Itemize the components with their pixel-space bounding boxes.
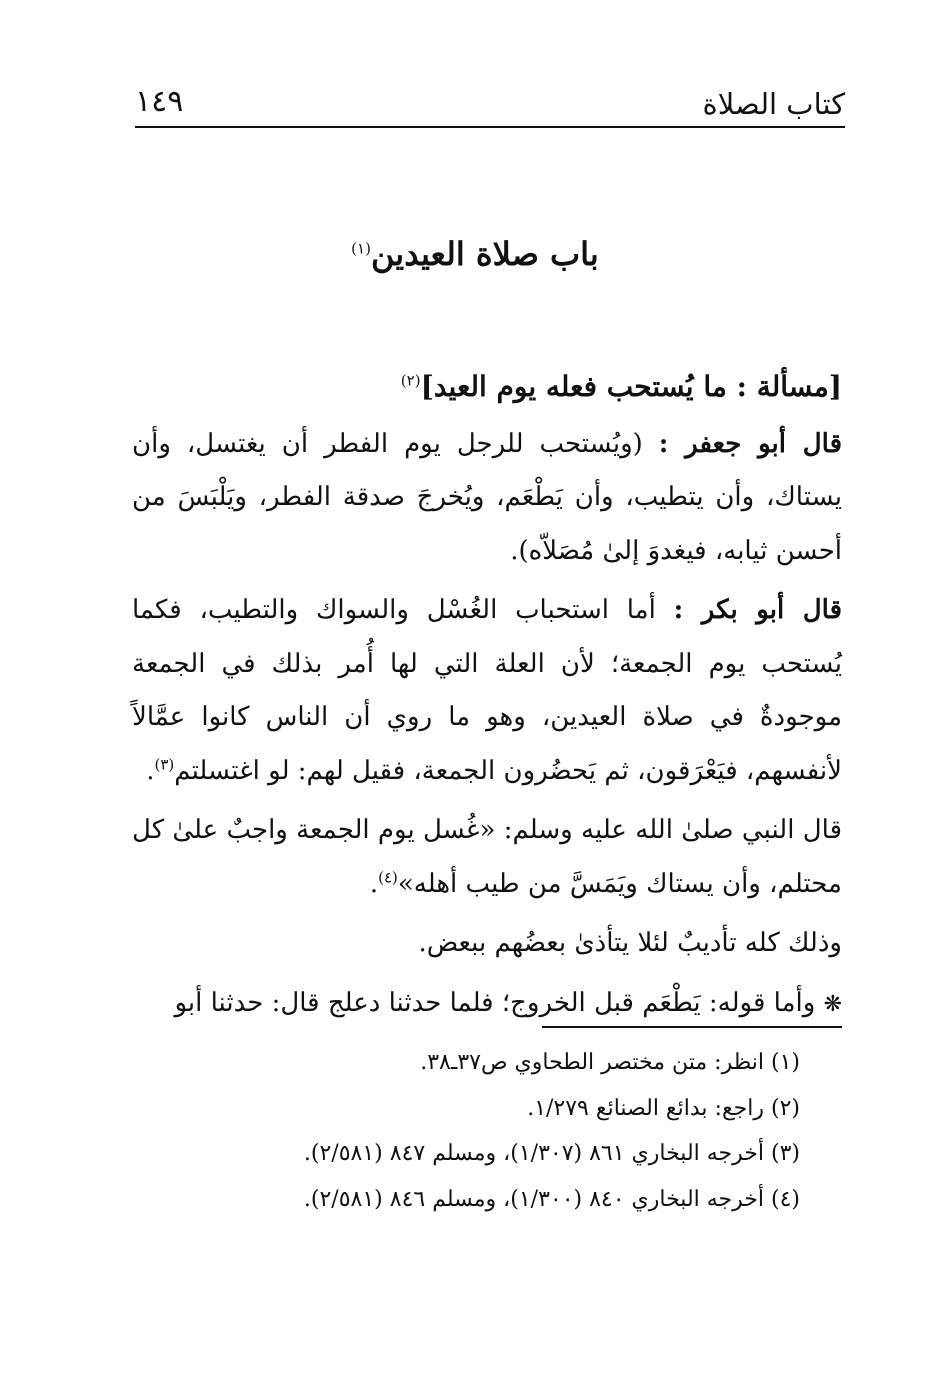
paragraph-text: أما استحباب الغُسْل والسواك والتطيب، فكما يُستحب يوم الجمعة؛ لأن العلة التي لها أُمر بذلك في الجمعة موجودةٌ في صلاة العيدين، وهو ما روي أن الناس كانوا عمَّالاً لأنفسهم، فيَعْرَقون، ثم يَحضُرون الجمعة، فقيل لهم: لو اغتسلتم [132, 595, 842, 786]
running-head [135, 82, 845, 128]
paragraph-text: وذلك كله تأديبٌ لئلا يتأذىٰ بعضُهم ببعض. [418, 928, 842, 958]
footnote-marker: (٢) [400, 371, 421, 390]
paragraph-eating [132, 977, 842, 1032]
paragraph-abu-jafar [132, 418, 842, 579]
paragraph-text: قال النبي صلىٰ الله عليه وسلم: «غُسل يوم الجمعة واجبٌ علىٰ كل محتلم، وأن يستاك ويَمَسَّ من طيب أهله» [132, 815, 842, 899]
footnote-item: (١) انظر: متن مختصر الطحاوي ص٣٧ـ٣٨. [420, 1050, 800, 1075]
footnote-item: (٢) راجع: بدائع الصنائع ١/٢٧٩. [527, 1095, 800, 1121]
paragraph-end: . [369, 868, 379, 899]
footnote-marker: (١) [351, 239, 371, 258]
book-title: كتاب الصلاة [702, 87, 845, 121]
body-text [132, 360, 842, 1037]
footnote-item: (٣) أخرجه البخاري ٨٦١ (١/٣٠٧)، ومسلم ٨٤٧ (٢/٥٨١). [303, 1141, 800, 1166]
paragraph-text: وأما قوله: يَطْعَم قبل الخروج؛ فلما حدثنا دعلج قال: حدثنا أبو [174, 987, 824, 1018]
footnotes [132, 1040, 800, 1222]
footnote-marker: (٣) [154, 754, 175, 773]
star-ornament-icon: ❋ [823, 991, 842, 1017]
chapter-title-text: باب صلاة العيدين [370, 235, 599, 273]
paragraph-end: . [146, 755, 155, 786]
issue-title-text: [مسألة : ما يُستحب فعله يوم العيد] [420, 370, 842, 403]
paragraph-commentary [132, 917, 842, 971]
footnote-divider [542, 1026, 842, 1028]
issue-title [132, 360, 842, 414]
paragraph-hadith [132, 804, 842, 911]
paragraph-text: (ويُستحب للرجل يوم الفطر أن يغتسل، وأن يستاك، وأن يتطيب، وأن يَطْعَم، ويُخرجَ صدقة الفطر، ويَلْبَسَ من أحسن ثيابه، فيغدوَ إلىٰ مُصَلاّه). [132, 428, 842, 566]
footnote-marker: (٤) [378, 867, 398, 886]
speaker-label: قال أبو جعفر : [658, 428, 843, 459]
chapter-title [0, 232, 950, 276]
footnote-item: (٤) أخرجه البخاري ٨٤٠ (١/٣٠٠)، ومسلم ٨٤٦ (٢/٥٨١). [303, 1186, 800, 1212]
speaker-label: قال أبو بكر : [673, 595, 842, 625]
paragraph-abu-bakr [132, 584, 842, 798]
page-number: ١٤٩ [135, 84, 184, 119]
